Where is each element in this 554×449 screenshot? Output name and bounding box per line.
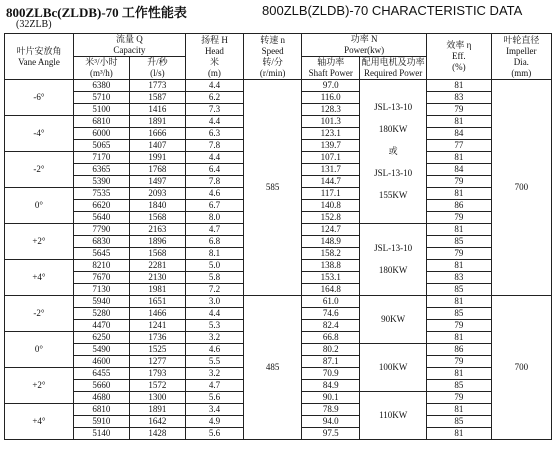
capacity-ls-cell: 1568 bbox=[129, 212, 185, 224]
efficiency-cell: 81 bbox=[427, 188, 492, 200]
capacity-ls-cell: 1568 bbox=[129, 248, 185, 260]
efficiency-cell: 79 bbox=[427, 356, 492, 368]
shaft-power-cell: 97.5 bbox=[302, 428, 360, 440]
head-cell: 3.2 bbox=[185, 332, 243, 344]
shaft-power-cell: 107.1 bbox=[302, 152, 360, 164]
head-cell: 6.7 bbox=[185, 200, 243, 212]
efficiency-cell: 79 bbox=[427, 212, 492, 224]
capacity-m3h-cell: 6830 bbox=[73, 236, 129, 248]
capacity-ls-cell: 1981 bbox=[129, 284, 185, 296]
efficiency-cell: 81 bbox=[427, 296, 492, 308]
capacity-ls-cell: 1525 bbox=[129, 344, 185, 356]
required-power-b bbox=[360, 224, 427, 296]
shaft-power-cell: 61.0 bbox=[302, 296, 360, 308]
shaft-power-cell: 164.8 bbox=[302, 284, 360, 296]
capacity-m3h-cell: 5280 bbox=[73, 308, 129, 320]
efficiency-cell: 81 bbox=[427, 80, 492, 92]
required-power-c: 110KW bbox=[360, 392, 427, 440]
capacity-m3h-cell: 6000 bbox=[73, 128, 129, 140]
efficiency-cell: 85 bbox=[427, 380, 492, 392]
shaft-power-cell: 80.2 bbox=[302, 344, 360, 356]
capacity-ls-cell: 2163 bbox=[129, 224, 185, 236]
head-cell: 4.6 bbox=[185, 188, 243, 200]
capacity-m3h-cell: 5645 bbox=[73, 248, 129, 260]
shaft-power-cell: 74.6 bbox=[302, 308, 360, 320]
capacity-m3h-cell: 4600 bbox=[73, 356, 129, 368]
title-cn: 800ZLBc(ZLDB)-70 工作性能表 bbox=[6, 5, 187, 20]
shaft-power-cell: 123.1 bbox=[302, 128, 360, 140]
head-cell: 4.4 bbox=[185, 152, 243, 164]
capacity-ls-cell: 1587 bbox=[129, 92, 185, 104]
head-cell: 5.6 bbox=[185, 392, 243, 404]
shaft-power-cell: 117.1 bbox=[302, 188, 360, 200]
head-cell: 5.3 bbox=[185, 320, 243, 332]
capacity-m3h-cell: 7790 bbox=[73, 224, 129, 236]
vane-angle-cell: +2° bbox=[5, 224, 74, 260]
efficiency-cell: 81 bbox=[427, 152, 492, 164]
shaft-power-cell: 140.8 bbox=[302, 200, 360, 212]
capacity-m3h-cell: 6250 bbox=[73, 332, 129, 344]
title-en: 800ZLB(ZLDB)-70 CHARACTERISTIC DATA bbox=[262, 3, 523, 18]
capacity-ls-cell: 1428 bbox=[129, 428, 185, 440]
head-cell: 3.2 bbox=[185, 368, 243, 380]
efficiency-cell: 85 bbox=[427, 308, 492, 320]
head-cell: 4.4 bbox=[185, 308, 243, 320]
required-power-a: 90KW bbox=[360, 296, 427, 344]
cell-text: 155KW bbox=[378, 190, 408, 200]
capacity-ls-cell: 1991 bbox=[129, 152, 185, 164]
efficiency-cell: 81 bbox=[427, 368, 492, 380]
capacity-m3h-cell: 5390 bbox=[73, 176, 129, 188]
head-cell: 4.7 bbox=[185, 380, 243, 392]
shaft-power-cell: 70.9 bbox=[302, 368, 360, 380]
capacity-m3h-cell: 5910 bbox=[73, 416, 129, 428]
capacity-m3h-cell: 7170 bbox=[73, 152, 129, 164]
capacity-m3h-cell: 4470 bbox=[73, 320, 129, 332]
efficiency-cell: 81 bbox=[427, 116, 492, 128]
capacity-m3h-cell: 5140 bbox=[73, 428, 129, 440]
vane-angle-cell: -4° bbox=[5, 116, 74, 152]
capacity-ls-cell: 1642 bbox=[129, 416, 185, 428]
capacity-m3h-cell: 7130 bbox=[73, 284, 129, 296]
capacity-m3h-cell: 5660 bbox=[73, 380, 129, 392]
shaft-power-cell: 153.1 bbox=[302, 272, 360, 284]
head-cell: 6.3 bbox=[185, 128, 243, 140]
capacity-ls-cell: 1572 bbox=[129, 380, 185, 392]
efficiency-cell: 79 bbox=[427, 104, 492, 116]
capacity-ls-cell: 1651 bbox=[129, 296, 185, 308]
cell-text: JSL-13-10 bbox=[374, 168, 413, 178]
capacity-ls-cell: 1407 bbox=[129, 140, 185, 152]
shaft-power-cell: 94.0 bbox=[302, 416, 360, 428]
efficiency-cell: 79 bbox=[427, 176, 492, 188]
efficiency-cell: 77 bbox=[427, 140, 492, 152]
header-vane: 叶片安放角 Vane Angle bbox=[5, 34, 74, 80]
shaft-power-cell: 158.2 bbox=[302, 248, 360, 260]
efficiency-cell: 79 bbox=[427, 248, 492, 260]
capacity-ls-cell: 1891 bbox=[129, 404, 185, 416]
capacity-ls-cell: 1736 bbox=[129, 332, 185, 344]
efficiency-cell: 79 bbox=[427, 320, 492, 332]
capacity-m3h-cell: 6365 bbox=[73, 164, 129, 176]
head-cell: 4.9 bbox=[185, 416, 243, 428]
head-cell: 8.1 bbox=[185, 248, 243, 260]
header-speed: 转速 n Speed 转/分 (r/min) bbox=[244, 34, 302, 80]
capacity-ls-cell: 1277 bbox=[129, 356, 185, 368]
speed-cell: 485 bbox=[244, 296, 302, 440]
head-cell: 3.4 bbox=[185, 404, 243, 416]
capacity-m3h-cell: 5490 bbox=[73, 344, 129, 356]
shaft-power-cell: 66.8 bbox=[302, 332, 360, 344]
shaft-power-cell: 139.7 bbox=[302, 140, 360, 152]
shaft-power-cell: 101.3 bbox=[302, 116, 360, 128]
header-cap-ls: 升/秒 (l/s) bbox=[129, 57, 185, 80]
shaft-power-cell: 84.9 bbox=[302, 380, 360, 392]
header-power: 功率 N Power(kw) bbox=[302, 34, 427, 57]
table-body bbox=[5, 80, 552, 440]
capacity-m3h-cell: 7670 bbox=[73, 272, 129, 284]
shaft-power-cell: 97.0 bbox=[302, 80, 360, 92]
shaft-power-cell: 128.3 bbox=[302, 104, 360, 116]
vane-angle-cell: +2° bbox=[5, 368, 74, 404]
capacity-m3h-cell: 6455 bbox=[73, 368, 129, 380]
shaft-power-cell: 116.0 bbox=[302, 92, 360, 104]
capacity-ls-cell: 2130 bbox=[129, 272, 185, 284]
efficiency-cell: 86 bbox=[427, 200, 492, 212]
capacity-ls-cell: 1300 bbox=[129, 392, 185, 404]
shaft-power-cell: 124.7 bbox=[302, 224, 360, 236]
vane-angle-cell: -2° bbox=[5, 152, 74, 188]
vane-angle-cell: 0° bbox=[5, 188, 74, 224]
header-cap-m3h: 米³/小时 (m³/h) bbox=[73, 57, 129, 80]
efficiency-cell: 81 bbox=[427, 404, 492, 416]
required-power-b: 100KW bbox=[360, 344, 427, 392]
shaft-power-cell: 90.1 bbox=[302, 392, 360, 404]
capacity-ls-cell: 1891 bbox=[129, 116, 185, 128]
shaft-power-cell: 152.8 bbox=[302, 212, 360, 224]
efficiency-cell: 86 bbox=[427, 344, 492, 356]
capacity-ls-cell: 2093 bbox=[129, 188, 185, 200]
head-cell: 6.4 bbox=[185, 164, 243, 176]
speed-cell: 585 bbox=[244, 80, 302, 296]
header-shaft-power: 轴功率 Shaft Power bbox=[302, 57, 360, 80]
head-cell: 7.3 bbox=[185, 104, 243, 116]
capacity-m3h-cell: 7535 bbox=[73, 188, 129, 200]
cell-text: 180KW bbox=[378, 265, 408, 275]
capacity-ls-cell: 1666 bbox=[129, 128, 185, 140]
header-impeller: 叶轮直径 Impeller Dia. (mm) bbox=[491, 34, 551, 80]
head-cell: 7.2 bbox=[185, 284, 243, 296]
vane-angle-cell: +4° bbox=[5, 404, 74, 440]
head-cell: 5.5 bbox=[185, 356, 243, 368]
capacity-m3h-cell: 5065 bbox=[73, 140, 129, 152]
impeller-cell: 700 bbox=[491, 80, 551, 296]
head-cell: 4.6 bbox=[185, 344, 243, 356]
head-cell: 5.6 bbox=[185, 428, 243, 440]
header-capacity: 流量 Q Capacity bbox=[73, 34, 185, 57]
head-cell: 5.0 bbox=[185, 260, 243, 272]
subtitle: (32ZLB) bbox=[16, 19, 52, 30]
capacity-ls-cell: 1768 bbox=[129, 164, 185, 176]
capacity-ls-cell: 1416 bbox=[129, 104, 185, 116]
efficiency-cell: 85 bbox=[427, 236, 492, 248]
efficiency-cell: 84 bbox=[427, 128, 492, 140]
capacity-m3h-cell: 6380 bbox=[73, 80, 129, 92]
efficiency-cell: 84 bbox=[427, 164, 492, 176]
shaft-power-cell: 131.7 bbox=[302, 164, 360, 176]
capacity-ls-cell: 1793 bbox=[129, 368, 185, 380]
characteristic-table bbox=[4, 33, 552, 440]
shaft-power-cell: 144.7 bbox=[302, 176, 360, 188]
header-required-power: 配用电机及功率 Required Power bbox=[361, 57, 425, 78]
cell-text: JSL-13-10 bbox=[374, 102, 413, 112]
capacity-m3h-cell: 8210 bbox=[73, 260, 129, 272]
head-cell: 4.4 bbox=[185, 116, 243, 128]
head-cell: 3.0 bbox=[185, 296, 243, 308]
table-row bbox=[5, 296, 552, 308]
efficiency-cell: 81 bbox=[427, 332, 492, 344]
capacity-m3h-cell: 6810 bbox=[73, 116, 129, 128]
capacity-m3h-cell: 5710 bbox=[73, 92, 129, 104]
efficiency-cell: 85 bbox=[427, 416, 492, 428]
capacity-m3h-cell: 5100 bbox=[73, 104, 129, 116]
capacity-m3h-cell: 6810 bbox=[73, 404, 129, 416]
head-cell: 7.8 bbox=[185, 176, 243, 188]
capacity-ls-cell: 1241 bbox=[129, 320, 185, 332]
efficiency-cell: 85 bbox=[427, 284, 492, 296]
head-cell: 6.2 bbox=[185, 92, 243, 104]
cell-text: 180KW bbox=[378, 124, 408, 134]
efficiency-cell: 81 bbox=[427, 428, 492, 440]
head-cell: 4.4 bbox=[185, 80, 243, 92]
shaft-power-cell: 138.8 bbox=[302, 260, 360, 272]
efficiency-cell: 83 bbox=[427, 92, 492, 104]
vane-angle-cell: +4° bbox=[5, 260, 74, 296]
shaft-power-cell: 78.9 bbox=[302, 404, 360, 416]
capacity-ls-cell: 1466 bbox=[129, 308, 185, 320]
capacity-m3h-cell: 5940 bbox=[73, 296, 129, 308]
head-cell: 7.8 bbox=[185, 140, 243, 152]
vane-angle-cell: -2° bbox=[5, 296, 74, 332]
table-row bbox=[5, 80, 552, 92]
efficiency-cell: 79 bbox=[427, 392, 492, 404]
capacity-ls-cell: 2281 bbox=[129, 260, 185, 272]
efficiency-cell: 81 bbox=[427, 260, 492, 272]
capacity-ls-cell: 1497 bbox=[129, 176, 185, 188]
impeller-cell: 700 bbox=[491, 296, 551, 440]
vane-angle-cell: -6° bbox=[5, 80, 74, 116]
head-cell: 8.0 bbox=[185, 212, 243, 224]
efficiency-cell: 83 bbox=[427, 272, 492, 284]
vane-angle-cell: 0° bbox=[5, 332, 74, 368]
capacity-ls-cell: 1840 bbox=[129, 200, 185, 212]
capacity-ls-cell: 1896 bbox=[129, 236, 185, 248]
shaft-power-cell: 82.4 bbox=[302, 320, 360, 332]
capacity-m3h-cell: 5640 bbox=[73, 212, 129, 224]
head-cell: 5.8 bbox=[185, 272, 243, 284]
capacity-m3h-cell: 6620 bbox=[73, 200, 129, 212]
required-power-a bbox=[360, 80, 427, 224]
header-head: 扬程 H Head 米 (m) bbox=[185, 34, 243, 80]
capacity-m3h-cell: 4680 bbox=[73, 392, 129, 404]
shaft-power-cell: 148.9 bbox=[302, 236, 360, 248]
head-cell: 4.7 bbox=[185, 224, 243, 236]
head-cell: 6.8 bbox=[185, 236, 243, 248]
efficiency-cell: 81 bbox=[427, 224, 492, 236]
header-eff: 效率 η Eff. (%) bbox=[427, 34, 492, 80]
shaft-power-cell: 87.1 bbox=[302, 356, 360, 368]
capacity-ls-cell: 1773 bbox=[129, 80, 185, 92]
cell-text: JSL-13-10 bbox=[374, 243, 413, 253]
cell-text: 或 bbox=[388, 146, 398, 156]
